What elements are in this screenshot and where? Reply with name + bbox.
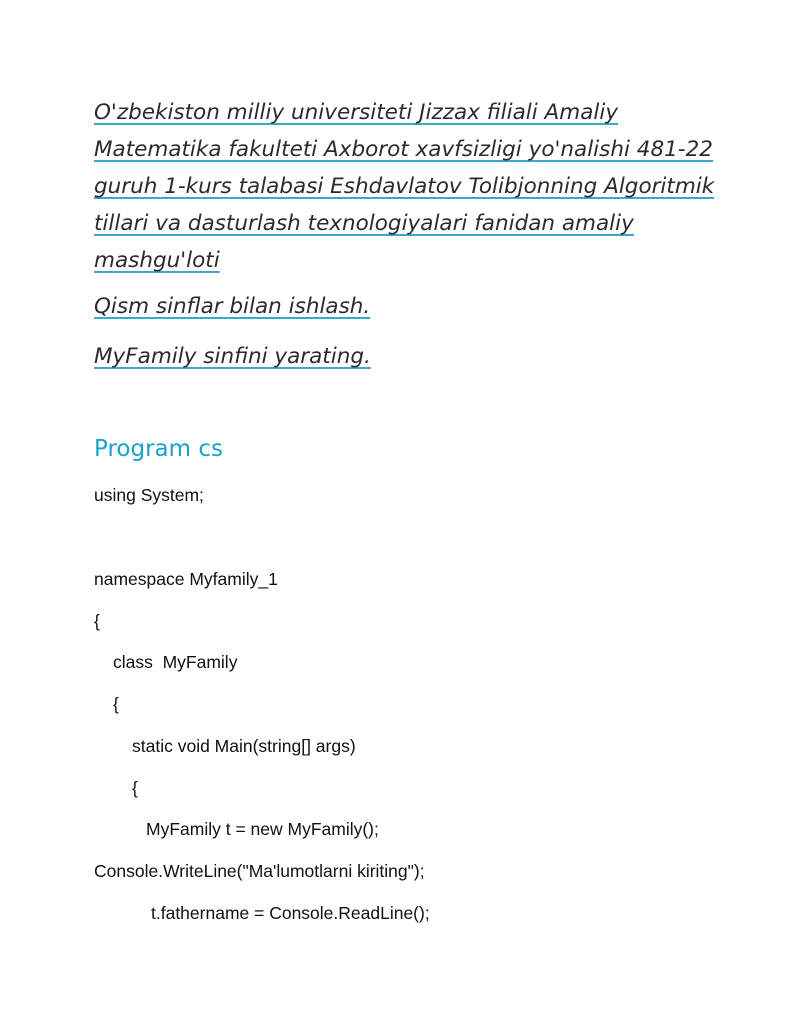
code-line: { — [94, 611, 100, 631]
title-line — [94, 131, 734, 168]
code-line: using System; — [94, 485, 204, 505]
subtitle-task — [94, 342, 371, 372]
subtitle-topic — [94, 292, 370, 322]
title-line-text: O'zbekiston milliy universiteti Jizzax filiali Amaliy — [94, 100, 619, 125]
title-line-text: guruh 1-kurs talabasi Eshdavlatov Tolibjonning Algoritmik — [94, 174, 715, 199]
section-heading: Program cs — [94, 436, 223, 462]
document-title — [94, 94, 734, 279]
title-line — [94, 168, 734, 205]
title-line — [94, 242, 734, 279]
code-line: Console.WriteLine("Ma'lumotlarni kiriting"); — [94, 861, 425, 881]
code-line: { — [132, 778, 138, 798]
code-line: static void Main(string[] args) — [132, 736, 356, 756]
title-line — [94, 205, 734, 242]
code-line: { — [113, 694, 119, 714]
title-line-text: tillari va dasturlash texnologiyalari fanidan amaliy — [94, 211, 634, 236]
code-line: namespace Myfamily_1 — [94, 569, 278, 589]
title-line — [94, 94, 734, 131]
code-line: MyFamily t = new MyFamily(); — [146, 819, 379, 839]
code-line: t.fathername = Console.ReadLine(); — [151, 903, 430, 923]
title-line-text: Matematika fakulteti Axborot xavfsizligi yo'nalishi 481-22 — [94, 137, 713, 162]
subtitle-topic-text: Qism sinflar bilan ishlash. — [94, 294, 371, 319]
code-line: class MyFamily — [113, 652, 238, 672]
title-line-text: mashgu'loti — [94, 248, 220, 273]
subtitle-task-text: MyFamily sinfini yarating. — [94, 344, 371, 369]
